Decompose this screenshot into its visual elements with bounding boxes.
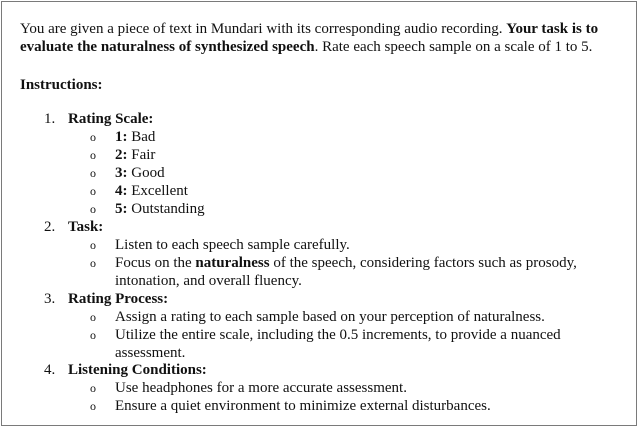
rating-label: Outstanding	[127, 201, 205, 217]
intro-text-2: . Rate each speech sample on a scale of 1 to 5.	[314, 39, 593, 55]
rating-key: 2:	[115, 147, 128, 163]
rating-key: 1:	[115, 129, 128, 145]
section-header	[44, 110, 624, 128]
bullet-circle-icon: o	[90, 399, 96, 413]
list-item	[44, 236, 624, 254]
section-title: Rating Process:	[68, 291, 169, 307]
section-header	[44, 361, 624, 379]
list-item	[44, 164, 624, 182]
item-text: Listen to each speech sample carefully.	[115, 237, 350, 253]
intro-paragraph	[20, 20, 630, 56]
instructions-heading: Instructions:	[20, 77, 103, 93]
bullet-circle-icon: o	[90, 310, 96, 324]
bullet-circle-icon: o	[90, 328, 96, 342]
bullet-circle-icon: o	[90, 166, 96, 180]
section-title: Listening Conditions:	[68, 362, 207, 378]
item-text: Ensure a quiet environment to minimize external disturbances.	[115, 398, 491, 414]
list-item	[44, 326, 624, 362]
list-item	[44, 182, 624, 200]
bullet-circle-icon: o	[90, 148, 96, 162]
rating-label: Excellent	[127, 183, 188, 199]
section-number: 3.	[44, 291, 56, 307]
intro-text-1: You are given a piece of text in Mundari with its corresponding audio recording.	[20, 21, 507, 37]
item-text-post: of the speech, considering factors such as prosody, intonation, and overall fluency.	[115, 255, 577, 289]
bullet-circle-icon: o	[90, 184, 96, 198]
item-text: Assign a rating to each sample based on your perception of naturalness.	[115, 309, 545, 325]
rating-key: 4:	[115, 183, 128, 199]
bullet-circle-icon: o	[90, 381, 96, 395]
list-item	[44, 200, 624, 218]
list-item	[44, 379, 624, 397]
rating-label: Good	[127, 165, 165, 181]
item-text: Utilize the entire scale, including the 0.5 increments, to provide a nuanced assessment.	[115, 327, 561, 361]
section-number: 2.	[44, 219, 56, 235]
rating-key: 3:	[115, 165, 128, 181]
bullet-circle-icon: o	[90, 256, 96, 270]
section-task	[44, 218, 624, 290]
list-item	[44, 146, 624, 164]
item-text-pre: Focus on the	[115, 255, 196, 271]
rating-scale-list	[44, 128, 624, 218]
instruction-panel	[1, 1, 637, 426]
list-item	[44, 308, 624, 326]
rating-label: Fair	[127, 147, 156, 163]
section-title: Rating Scale:	[68, 111, 154, 127]
section-title: Task:	[68, 219, 104, 235]
section-rating-scale	[44, 110, 624, 218]
intro-task-bold: Your task is to evaluate the naturalness of synthesized speech	[20, 21, 599, 55]
item-text-bold: naturalness	[195, 255, 270, 271]
section-listening-conditions	[44, 361, 624, 415]
listening-conditions-list	[44, 379, 624, 415]
rating-key: 5:	[115, 201, 128, 217]
item-text: Use headphones for a more accurate assessment.	[115, 380, 407, 396]
section-header	[44, 290, 624, 308]
section-number: 4.	[44, 362, 56, 378]
section-rating-process	[44, 290, 624, 362]
list-item	[44, 397, 624, 415]
list-item	[44, 128, 624, 146]
section-header	[44, 218, 624, 236]
list-item	[44, 254, 624, 290]
rating-label: Bad	[127, 129, 156, 145]
bullet-circle-icon: o	[90, 202, 96, 216]
section-number: 1.	[44, 111, 56, 127]
task-list	[44, 236, 624, 290]
bullet-circle-icon: o	[90, 130, 96, 144]
rating-process-list	[44, 308, 624, 362]
bullet-circle-icon: o	[90, 238, 96, 252]
